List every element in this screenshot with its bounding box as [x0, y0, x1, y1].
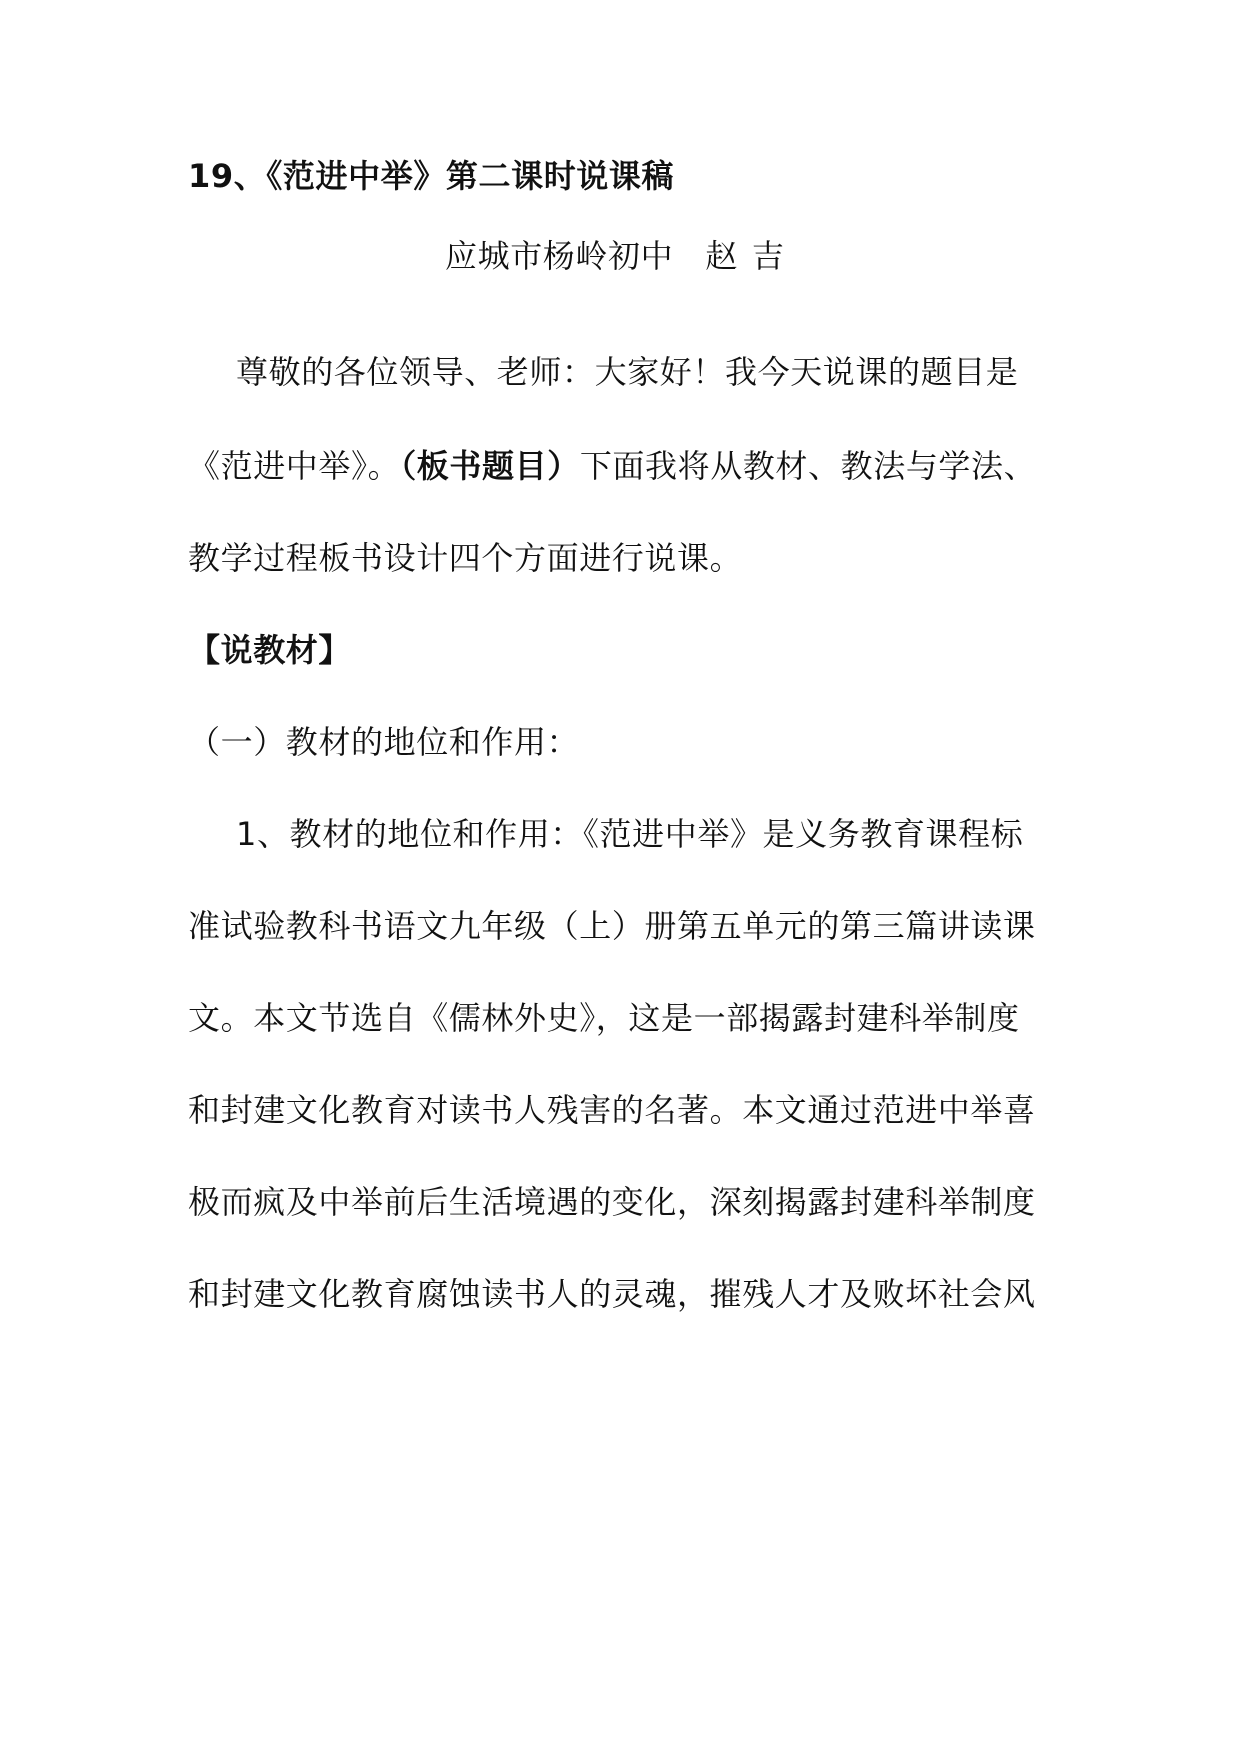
- author-school: 应城市杨岭初中: [445, 237, 674, 275]
- body-line: 文。本文节选自《儒林外史》，这是一部揭露封建科举制度: [188, 999, 1020, 1037]
- body-line: 和封建文化教育对读书人残害的名著。本文通过范进中举喜: [188, 1091, 1036, 1129]
- intro-line-3: 教学过程板书设计四个方面进行说课。: [188, 539, 743, 577]
- intro-line-2-end: 下面我将从教材、教法与学法、: [579, 447, 1037, 485]
- section-heading: 【说教材】: [188, 631, 352, 669]
- body-line: 1、教材的地位和作用：《范进中举》是义务教育课程标: [236, 815, 1024, 853]
- intro-line-2-start: 《范进中举》。: [188, 447, 401, 485]
- author-given-name: 吉: [751, 237, 785, 275]
- subheading: （一）教材的地位和作用：: [188, 723, 580, 761]
- board-title-note: （板书题目）: [400, 447, 580, 485]
- body-line: 和封建文化教育腐蚀读书人的灵魂，摧残人才及败坏社会风: [188, 1275, 1036, 1313]
- body-line: 准试验教科书语文九年级（上）册第五单元的第三篇讲读课: [188, 907, 1036, 945]
- author-surname: 赵: [705, 237, 738, 275]
- author-line: [445, 236, 945, 276]
- intro-line-1: 尊敬的各位领导、老师：大家好！我今天说课的题目是: [236, 353, 1019, 391]
- intro-line-2: [188, 446, 1068, 486]
- body-line: 极而疯及中举前后生活境遇的变化，深刻揭露封建科举制度: [188, 1183, 1036, 1221]
- document-title: 19、《范进中举》第二课时说课稿: [188, 157, 675, 195]
